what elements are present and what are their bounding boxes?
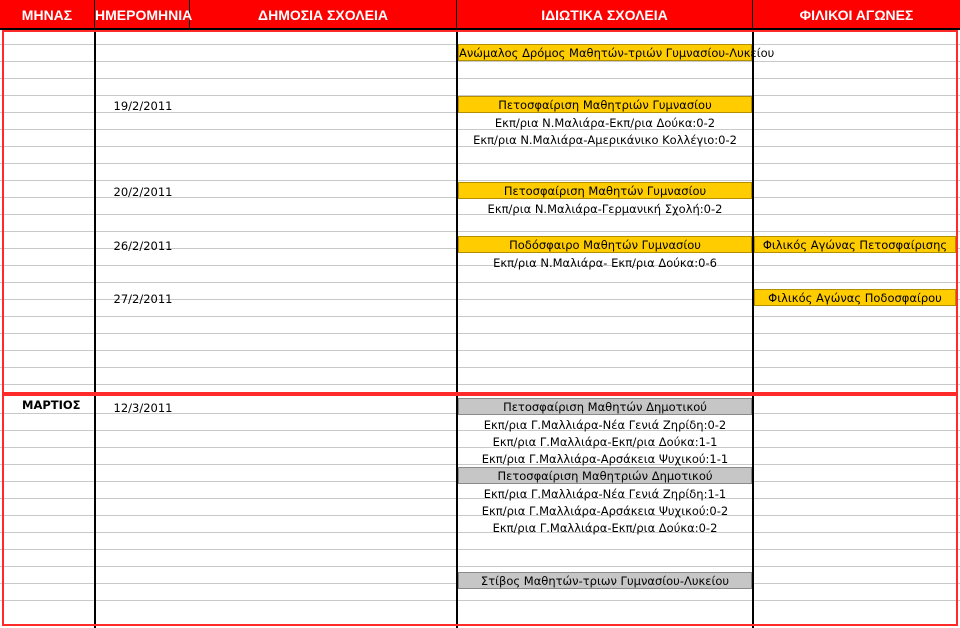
event-20-title: Πετοσφαίριση Μαθητών Γυμνασίου — [458, 182, 752, 199]
event-girls-result-1: Εκπ/ρια Γ.Μαλλιάρα-Νέα Γενιά Ζηρίδη:1-1 — [483, 487, 727, 501]
friendly-27-title: Φιλικός Αγώνας Ποδοσφαίρου — [754, 289, 956, 306]
event-boys-result-3: Εκπ/ρια Γ.Μαλλιάρα-Αρσάκεια Ψυχικού:1-1 — [481, 452, 729, 466]
date-20-2: 20/2/2011 — [113, 185, 173, 199]
date-27-2: 27/2/2011 — [113, 292, 173, 306]
event-26-result-1: Εκπ/ρια Ν.Μαλιάρα- Εκπ/ρια Δούκα:0-6 — [493, 256, 717, 270]
event-boys-result-1: Εκπ/ρια Γ.Μαλλιάρα-Νέα Γενιά Ζηρίδη:0-2 — [483, 418, 727, 432]
event-20-result-1: Εκπ/ρια Ν.Μαλιάρα-Γερμανική Σχολή:0-2 — [487, 202, 723, 216]
race-title: Ανώμαλος Δρόμος Μαθητών-τριών Γυμνασίου-Λυκείου — [459, 46, 775, 60]
friendly-26-title: Φιλικός Αγώνας Πετοσφαίρισης — [754, 236, 956, 253]
date-12-3: 12/3/2011 — [113, 401, 173, 415]
date-26-2: 26/2/2011 — [113, 239, 173, 253]
event-26-title: Ποδόσφαιρο Μαθητών Γυμνασίου — [458, 236, 752, 253]
header-private-schools: ΙΔΙΩΤΙΚΑ ΣΧΟΛΕΙΑ — [457, 0, 753, 28]
header-row — [0, 0, 960, 30]
track-title: Στίβος Μαθητών-τριων Γυμνασίου-Λυκείου — [458, 572, 752, 589]
header-date: ΗΜΕΡΟΜΗΝΙΑ — [95, 0, 190, 28]
event-girls-result-3: Εκπ/ρια Γ.Μαλλιάρα-Εκπ/ρια Δούκα:0-2 — [492, 521, 718, 535]
event-19-result-2: Εκπ/ρια Ν.Μαλιάρα-Αμερικάνικο Κολλέγιο:0-2 — [473, 133, 737, 147]
event-girls-result-2: Εκπ/ρια Γ.Μαλλιάρα-Αρσάκεια Ψυχικού:0-2 — [481, 504, 729, 518]
month-march: ΜΑΡΤΙΟΣ — [22, 398, 81, 412]
event-boys-result-2: Εκπ/ρια Γ.Μαλλιάρα-Εκπ/ρια Δούκα:1-1 — [492, 435, 718, 449]
event-19-result-1: Εκπ/ρια Ν.Μαλιάρα-Εκπ/ρια Δούκα:0-2 — [494, 116, 716, 130]
header-friendly-games: ΦΙΛΙΚΟΙ ΑΓΩΝΕΣ — [799, 7, 914, 23]
header-public-schools: ΔΗΜΟΣΙΑ ΣΧΟΛΕΙΑ — [190, 0, 457, 28]
header-month: ΜΗΝΑΣ — [0, 0, 95, 28]
event-girls-title: Πετοσφαίριση Μαθητριών Δημοτικού — [458, 467, 752, 484]
event-19-title: Πετοσφαίριση Μαθητριών Γυμνασίου — [458, 96, 752, 113]
date-19-2: 19/2/2011 — [113, 99, 173, 113]
event-boys-title: Πετοσφαίριση Μαθητών Δημοτικού — [458, 398, 752, 415]
